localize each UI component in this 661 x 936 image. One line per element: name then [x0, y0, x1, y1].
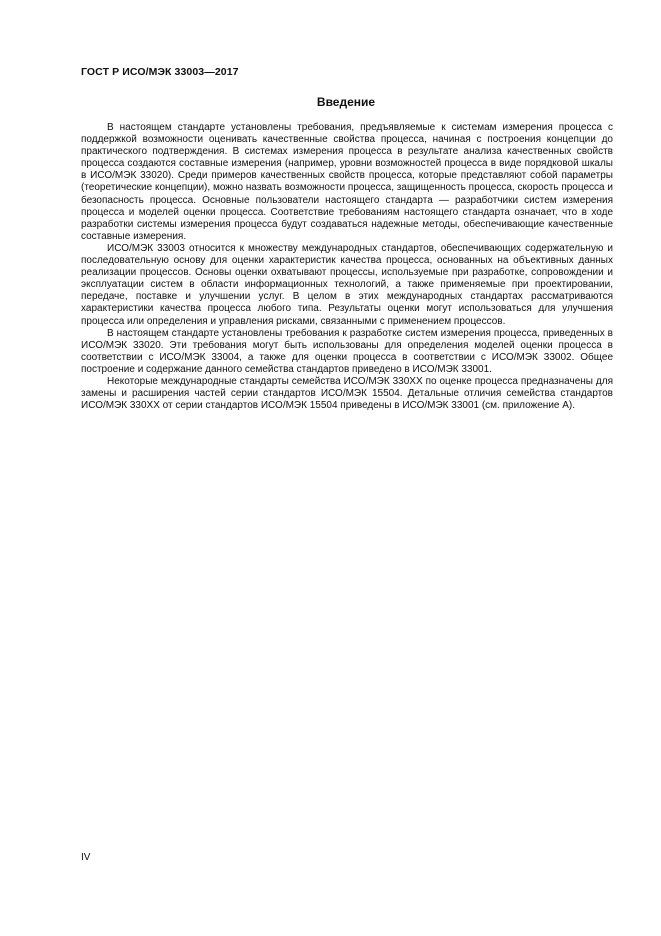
document-header: ГОСТ Р ИСО/МЭК 33003—2017 [81, 66, 239, 78]
paragraph-4: Некоторые международные стандарты семейства ИСО/МЭК 330XX по оценке процесса предназначены для замены и расширения частей серии стандартов ИСО/МЭК 15504. Детальные отличия семейства стандартов ИСО/МЭК 330XX от серии стандартов ИСО/МЭК 15504 приведены в ИСО/МЭК 33001 (см. приложение А). [81, 375, 613, 412]
paragraph-1: В настоящем стандарте установлены требования, предъявляемые к системам измерения процесса с поддержкой возможности оценивать качественные свойства процесса, начиная с построения концепции до практического подтверждения. В системах измерения процесса в результате анализа качественных свойств процесса создаются составные измерения (например, уровни возможностей процесса в виде порядковой шкалы в ИСО/МЭК 33020). Среди примеров качественных свойств процесса, которые представляют собой параметры (теоретические концепции), можно назвать возможности процесса, защищенность процесса, скорость процесса и безопасность процесса. Основные пользователи настоящего стандарта — разработчики систем измерения процесса и моделей оценки процесса. Соответствие требованиям настоящего стандарта означает, что в ходе разработки системы измерения процесса будут создаваться надежные методы, обеспечивающие качественные составные измерения. [81, 122, 613, 242]
paragraph-3: В настоящем стандарте установлены требования к разработке систем измерения процесса, приведенных в ИСО/МЭК 33020. Эти требования могут быть использованы для определения моделей оценки процесса в соответствии с ИСО/МЭК 33004, а также для оценки процесса в соответствии с ИСО/МЭК 33002. Общее построение и содержание данного семейства стандартов приведено в ИСО/МЭК 33001. [81, 327, 613, 375]
section-title: Введение [316, 95, 376, 109]
paragraph-2: ИСО/МЭК 33003 относится к множеству международных стандартов, обеспечивающих содержательную и последовательную основу для оценки характеристик качества процесса, основанных на объективных данных реализации процессов. Основы оценки охватывают процессы, используемые при разработке, сопровождении и эксплуатации систем в области информационных технологий, а также применяемые при проектировании, передаче, поставке и улучшении услуг. В целом в этих международных стандартах рассматриваются характеристики качества процесса любого типа. Результаты оценки могут использоваться для улучшения процесса или определения и управления рисками, связанными с применением процессов. [81, 242, 613, 327]
body-text [81, 122, 613, 412]
page-number: IV [81, 852, 91, 863]
